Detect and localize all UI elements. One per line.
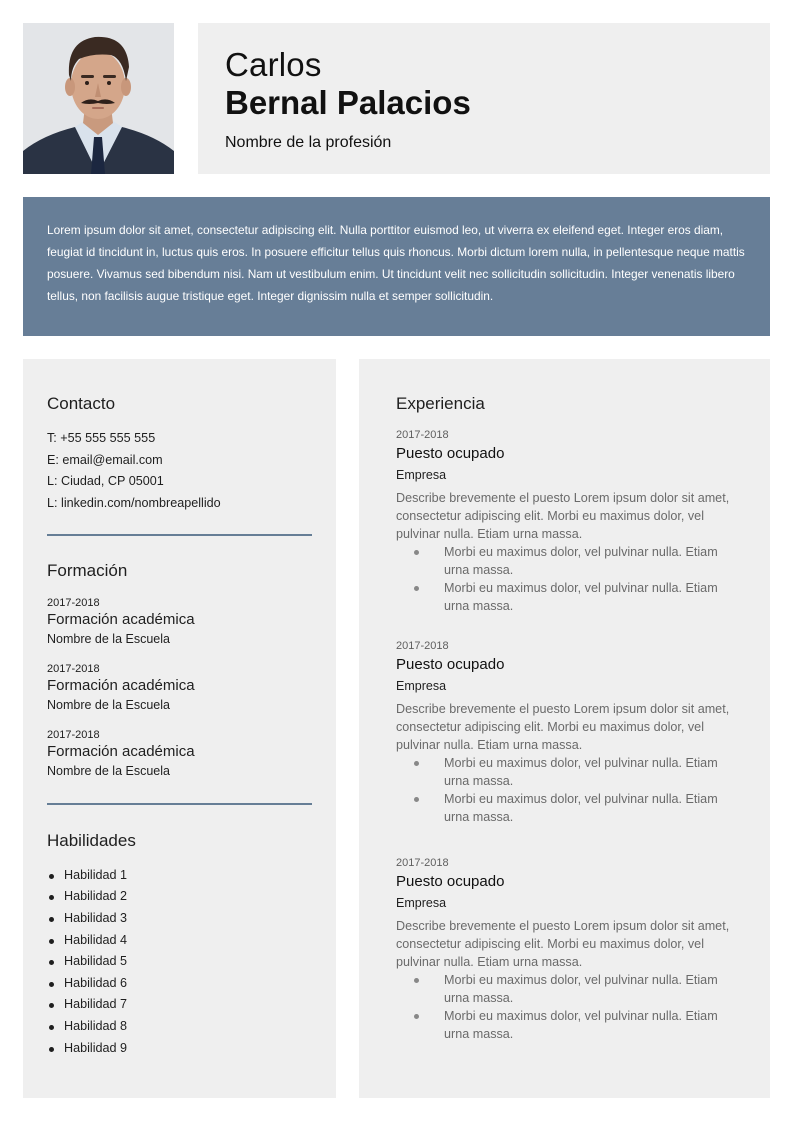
contact-email-value: email@email.com <box>62 452 163 467</box>
education-item <box>47 728 312 781</box>
last-name: Bernal Palacios <box>225 84 471 121</box>
contact-list <box>47 428 312 515</box>
contact-linkedin <box>47 493 312 515</box>
contact-linkedin-value: linkedin.com/nombreapellido <box>61 496 221 511</box>
contact-location-label: L: <box>47 474 58 489</box>
job-bullet: Morbi eu maximus dolor, vel pulvinar nulla. Etiam urna massa. <box>444 790 744 826</box>
skill-item: Habilidad 8 <box>47 1016 312 1038</box>
job-title: Puesto ocupado <box>396 445 505 462</box>
job-title: Puesto ocupado <box>396 656 505 673</box>
contact-location <box>47 471 312 493</box>
skill-item: Habilidad 5 <box>47 951 312 973</box>
job-date: 2017-2018 <box>396 640 449 652</box>
skill-item: Habilidad 9 <box>47 1038 312 1060</box>
job-bullet: Morbi eu maximus dolor, vel pulvinar nulla. Etiam urna massa. <box>444 579 744 615</box>
skills-heading: Habilidades <box>47 830 136 850</box>
experience-item <box>396 856 746 1043</box>
education-title: Formación académica <box>47 742 195 760</box>
job-bullets <box>444 971 744 1043</box>
education-item <box>47 662 312 715</box>
summary-section <box>23 197 770 336</box>
profile-photo <box>23 23 174 174</box>
job-description: Describe brevemente el puesto Lorem ipsum dolor sit amet, consectetur adipiscing elit. Morbi eu maximus dolor, vel pulvinar nulla. Etiam urna massa. <box>396 491 730 541</box>
first-name: Carlos <box>225 46 322 83</box>
job-bullet: Morbi eu maximus dolor, vel pulvinar nulla. Etiam urna massa. <box>444 754 744 790</box>
skills-list <box>47 865 312 1059</box>
job-bullets <box>444 543 744 615</box>
education-school: Nombre de la Escuela <box>47 631 170 646</box>
job-company: Empresa <box>396 468 447 482</box>
contact-email <box>47 450 312 472</box>
portrait-image <box>23 23 174 174</box>
job-bullet: Morbi eu maximus dolor, vel pulvinar nulla. Etiam urna massa. <box>444 1007 744 1043</box>
job-bullets <box>444 754 744 826</box>
job-date: 2017-2018 <box>396 429 449 441</box>
contact-email-label: E: <box>47 452 59 467</box>
contact-location-value: Ciudad, CP 05001 <box>61 474 164 489</box>
name-header <box>198 23 770 174</box>
contact-phone-label: T: <box>47 431 57 445</box>
education-school: Nombre de la Escuela <box>47 763 170 778</box>
summary-text: Lorem ipsum dolor sit amet, consectetur adipiscing elit. Nulla porttitor euismod leo, ut viverra ex eleifend eget. Integer eros diam, feugiat id tincidunt in, luctus quis eros. In posuere efficitur tellus quis rhoncus. Morbi dictum lorem nulla, in pellentesque neque mattis posuere. Vivamus sed bibendum nisi. Nam ut vestibulum enim. Ut tincidunt velit nec sollicitudin sollicitudin. Integer venenatis libero tellus, non facilisis augue tristique eget. Integer dignissim nulla et semper sollicitudin. <box>47 223 745 303</box>
education-list <box>47 596 312 781</box>
education-date: 2017-2018 <box>47 728 100 741</box>
contact-phone <box>47 428 312 450</box>
education-item <box>47 596 312 649</box>
contact-linkedin-label: L: <box>47 496 58 511</box>
left-column <box>23 359 336 1098</box>
skill-item: Habilidad 4 <box>47 930 312 952</box>
skill-item: Habilidad 6 <box>47 973 312 995</box>
right-column <box>359 359 770 1098</box>
education-date: 2017-2018 <box>47 596 100 609</box>
experience-item <box>396 428 746 615</box>
education-title: Formación académica <box>47 610 195 628</box>
education-school: Nombre de la Escuela <box>47 697 170 712</box>
job-bullet: Morbi eu maximus dolor, vel pulvinar nulla. Etiam urna massa. <box>444 971 744 1007</box>
experience-heading: Experiencia <box>396 394 485 413</box>
job-description: Describe brevemente el puesto Lorem ipsum dolor sit amet, consectetur adipiscing elit. Morbi eu maximus dolor, vel pulvinar nulla. Etiam urna massa. <box>396 702 730 752</box>
skill-item: Habilidad 2 <box>47 886 312 908</box>
experience-item <box>396 639 746 826</box>
job-company: Empresa <box>396 679 447 693</box>
job-bullet: Morbi eu maximus dolor, vel pulvinar nulla. Etiam urna massa. <box>444 543 744 579</box>
section-divider <box>47 534 312 536</box>
education-heading: Formación <box>47 560 128 580</box>
job-description: Describe brevemente el puesto Lorem ipsum dolor sit amet, consectetur adipiscing elit. Morbi eu maximus dolor, vel pulvinar nulla. Etiam urna massa. <box>396 919 730 969</box>
profession-title: Nombre de la profesión <box>225 134 392 151</box>
skill-item: Habilidad 3 <box>47 908 312 930</box>
section-divider <box>47 803 312 805</box>
education-title: Formación académica <box>47 676 195 694</box>
contact-heading: Contacto <box>47 394 116 413</box>
job-company: Empresa <box>396 896 447 910</box>
education-date: 2017-2018 <box>47 662 100 675</box>
job-date: 2017-2018 <box>396 857 449 869</box>
skill-item: Habilidad 1 <box>47 865 312 887</box>
contact-phone-value: +55 555 555 555 <box>60 431 156 445</box>
skill-item: Habilidad 7 <box>47 994 312 1016</box>
job-title: Puesto ocupado <box>396 873 505 890</box>
